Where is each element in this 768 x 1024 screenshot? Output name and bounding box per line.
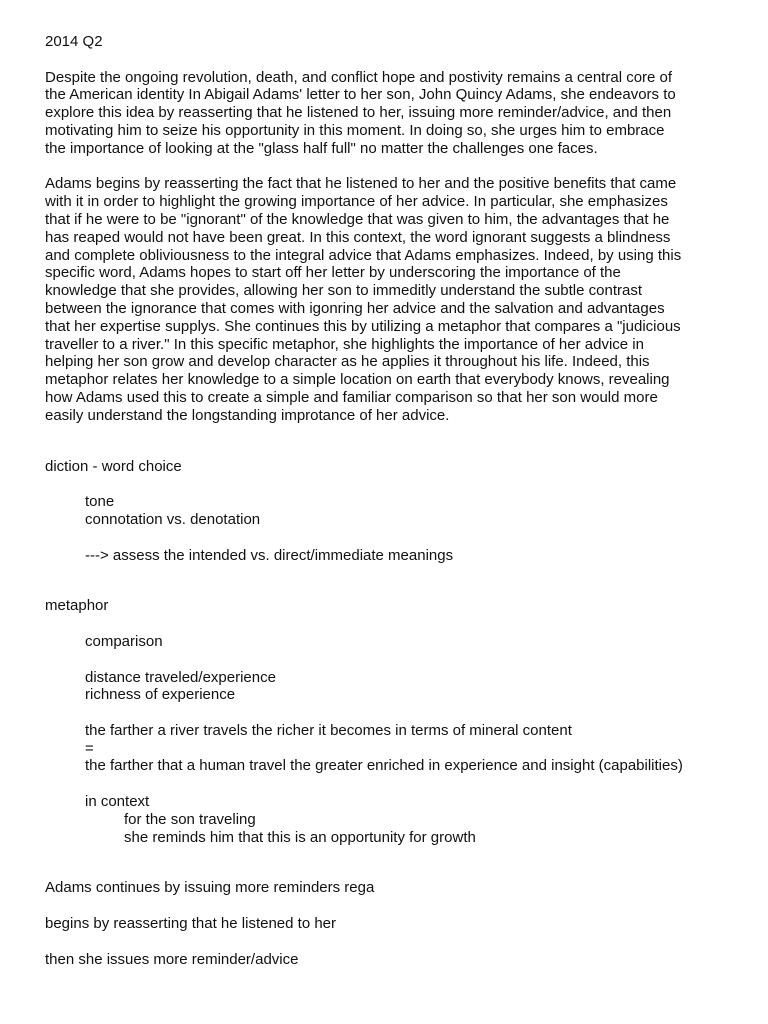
paragraph-line: that if he were to be "ignorant" of the knowledge that was given to him, the advantages that he [45, 210, 670, 228]
notes-metaphor [45, 597, 735, 846]
paragraph-line: metaphor relates her knowledge to a simple location on earth that everybody knows, revealing [45, 371, 670, 389]
paragraph-line: has reaped would not have been great. In this context, the word ignorant suggests a blindness [45, 228, 671, 246]
metaphor-heading: metaphor [45, 597, 109, 615]
paragraph-intro [45, 69, 735, 158]
paragraph-line: explore this idea by reasserting that he listened to her, issuing more reminder/advice, and then [45, 104, 672, 122]
paragraph-line: with it in order to highlight the growing importance of her advice. In particular, she emphasizes [45, 193, 668, 211]
paragraph-body [45, 175, 735, 424]
document-page [45, 33, 735, 968]
paragraph-line: and complete obliviousness to the integral advice that Adams emphasizes. Indeed, by using this [45, 246, 682, 264]
paragraph-line: knowledge that she provides, allowing her son to immeditly understand the subtle contrast [45, 282, 643, 300]
paragraph-line: motivating him to seize his opportunity in this moment. In doing so, she urges him to embrace [45, 121, 665, 139]
paragraph-line: Adams begins by reasserting the fact that he listened to her and the positive benefits that came [45, 175, 677, 193]
context-heading: in context [85, 793, 150, 811]
closing-line: begins by reasserting that he listened to her [45, 915, 337, 933]
paragraph-line: traveller to a river." In this specific metaphor, she highlights the importance of her advice in [45, 335, 644, 353]
diction-item: tone [85, 493, 115, 511]
context-item: for the son traveling [124, 810, 256, 828]
metaphor-human-line: the farther that a human travel the greater enriched in experience and insight (capabilities) [85, 757, 683, 775]
metaphor-comparison: comparison [85, 632, 163, 650]
paragraph-line: the importance of looking at the "glass half full" no matter the challenges one faces. [45, 139, 598, 157]
paragraph-line: how Adams used this to create a simple and familiar comparison so that her son would more [45, 388, 658, 406]
notes-diction [45, 458, 735, 565]
metaphor-equals: = [85, 739, 94, 757]
paragraph-line: specific word, Adams hopes to start off her letter by underscoring the importance of the [45, 264, 621, 282]
diction-item: connotation vs. denotation [85, 510, 261, 528]
document-title: 2014 Q2 [45, 33, 103, 50]
paragraph-line: helping her son grow and develop character as he applies it throughout his life. Indeed, this [45, 353, 650, 371]
paragraph-line: easily understand the longstanding improtance of her advice. [45, 406, 450, 424]
diction-heading: diction - word choice [45, 457, 182, 475]
paragraph-line: between the ignorance that comes with igonring her advice and the salvation and advantages [45, 299, 665, 317]
metaphor-item: richness of experience [85, 686, 236, 704]
paragraph-line: Despite the ongoing revolution, death, and conflict hope and postivity remains a central core of [45, 68, 673, 86]
metaphor-river-line: the farther a river travels the richer it becomes in terms of mineral content [85, 721, 572, 739]
metaphor-item: distance traveled/experience [85, 668, 276, 686]
paragraph-line: that her expertise supplys. She continues this by utilizing a metaphor that compares a "judicious [45, 317, 681, 335]
notes-closing [45, 879, 735, 968]
closing-line: then she issues more reminder/advice [45, 950, 299, 968]
paragraph-line: the American identity In Abigail Adams' letter to her son, John Quincy Adams, she endeavors to [45, 86, 676, 104]
closing-line: Adams continues by issuing more reminders rega [45, 879, 375, 897]
context-item: she reminds him that this is an opportunity for growth [124, 828, 476, 846]
diction-note: ---> assess the intended vs. direct/immediate meanings [85, 546, 454, 564]
